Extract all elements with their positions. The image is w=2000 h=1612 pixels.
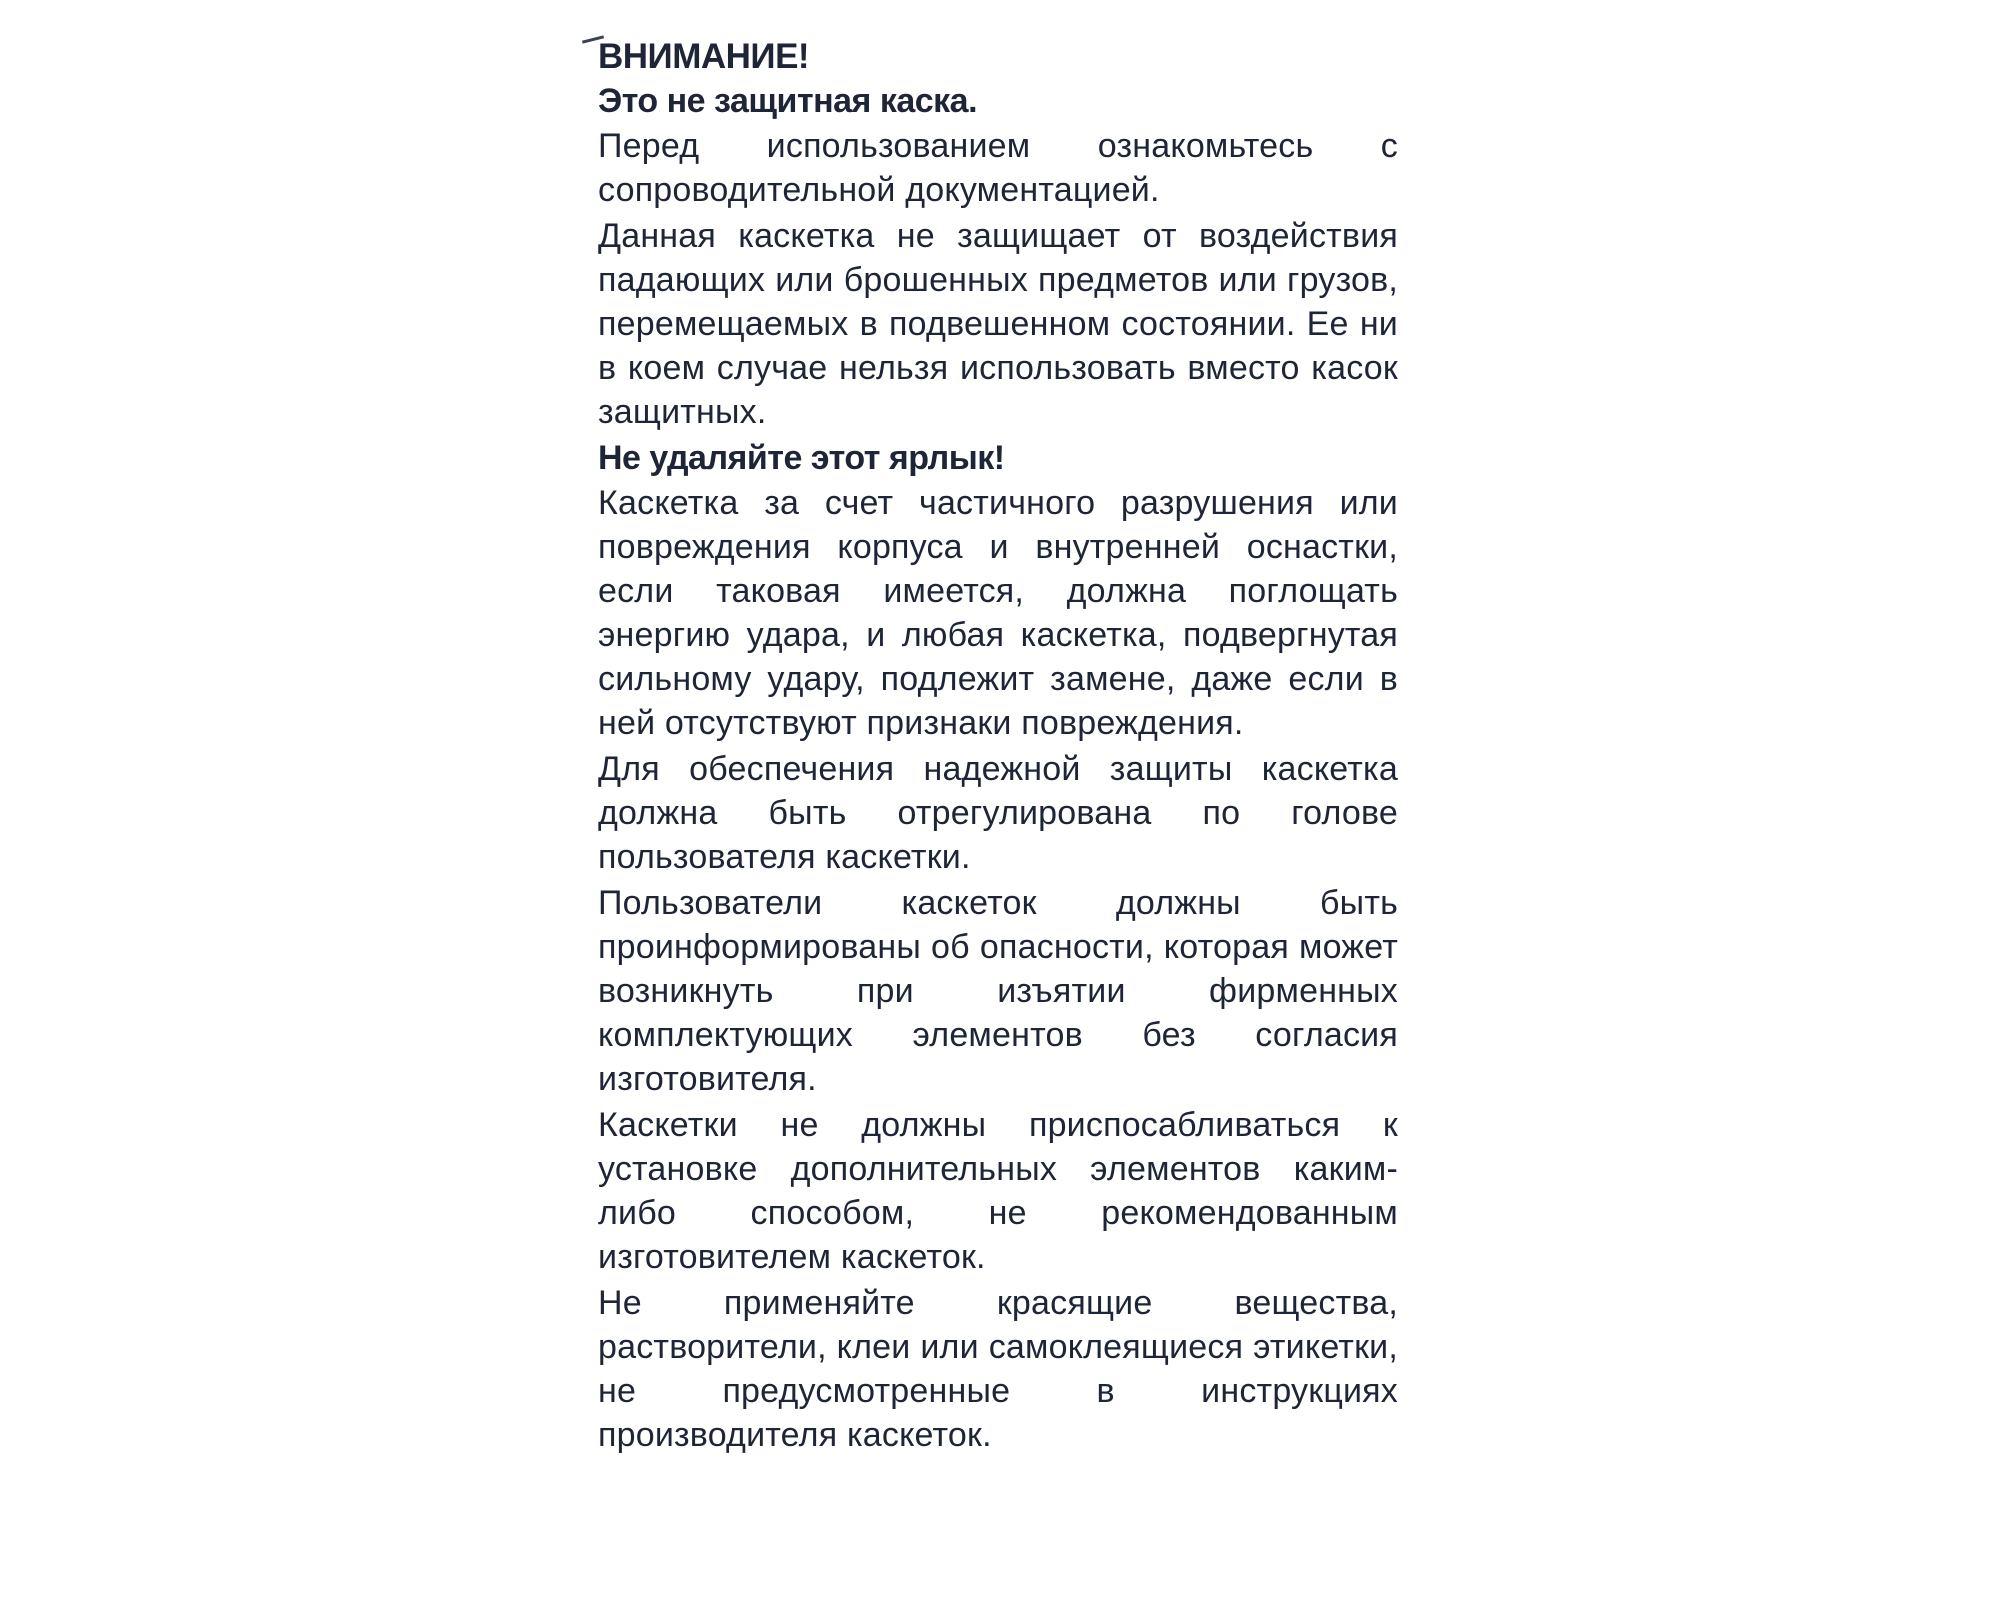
paragraph-no-protection: Данная каскетка не защищает от воздействия падающих или брошенных предметов или грузов, перемещаемых в подвешенном состоянии. Ее ни в коем случае нельзя использовать вместо касок защитных. bbox=[598, 217, 1398, 431]
paragraph-components: Пользователи каскеток должны быть проинформированы об опасности, которая может возникнуть при изъятии фирменных комплектующих элементов без согласия изготовителя. bbox=[598, 884, 1398, 1098]
paragraph-chemicals: Не применяйте красящие вещества, растворители, клеи или самоклеящиеся этикетки, не предусмотренные в инструкциях производителя каскеток. bbox=[598, 1284, 1398, 1454]
not-helmet-notice: Это не защитная каска. bbox=[598, 82, 978, 120]
warning-title: ВНИМАНИЕ! bbox=[598, 37, 810, 76]
warning-label bbox=[598, 34, 1398, 1594]
paragraph-impact-replacement: Каскетка за счет частичного разрушения или повреждения корпуса и внутренней оснастки, если таковая имеется, должна поглощать энергию удара, и любая каскетка, подвергнутая сильному удару, подлежит замене, даже если в ней отсутствуют признаки повреждения. bbox=[598, 484, 1398, 742]
paragraph-modifications: Каскетки не должны приспосабливаться к установке дополнительных элементов каким-либо способом, не рекомендованным изготовителем каскеток. bbox=[598, 1106, 1398, 1276]
do-not-remove-notice: Не удаляйте этот ярлык! bbox=[598, 439, 1005, 477]
paragraph-documentation: Перед использованием ознакомьтесь с сопроводительной документацией. bbox=[598, 127, 1398, 209]
paragraph-adjustment: Для обеспечения надежной защиты каскетка должна быть отрегулирована по голове пользователя каскетки. bbox=[598, 750, 1398, 876]
